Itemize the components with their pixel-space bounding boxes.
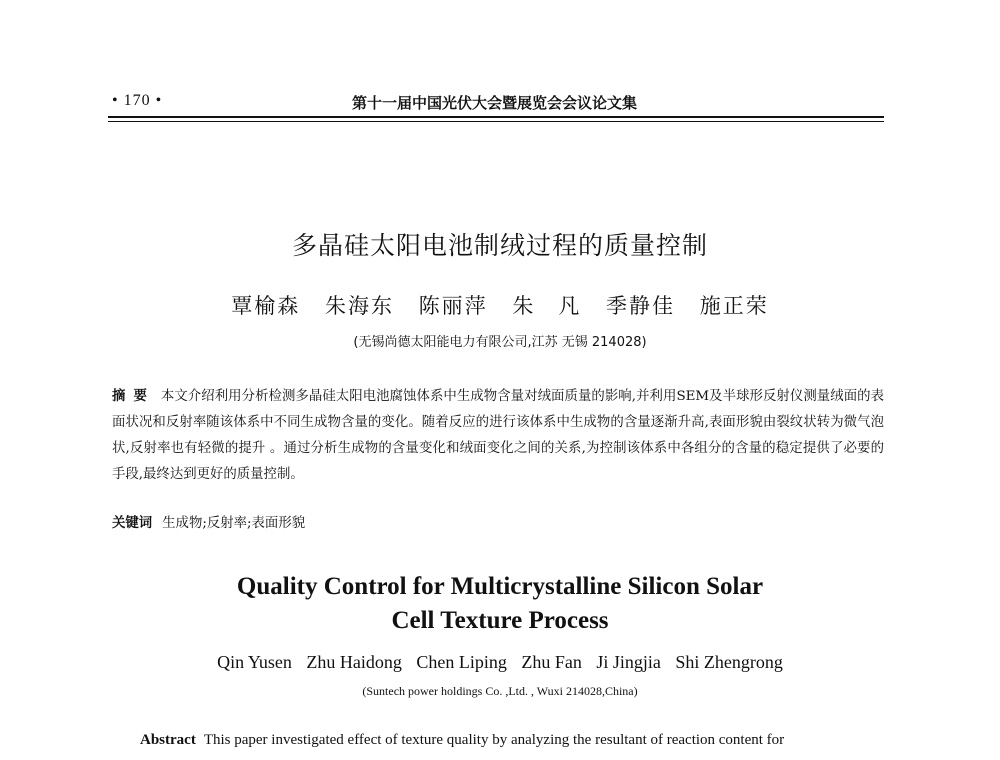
header-rule-thin	[108, 121, 884, 122]
english-author: Chen Liping	[416, 652, 507, 672]
chinese-author: 覃榆森	[231, 294, 301, 318]
chinese-abstract-text: 本文介绍利用分析检测多晶硅太阳电池腐蚀体系中生成物含量对绒面质量的影响,并利用SEM及半球形反射仪测量绒面的表面状况和反射率随该体系中不同生成物含量的变化。随着反应的进行该体系中生成物的含量逐渐升高,表面形貌由裂纹状转为微气泡状,反射率也有轻微的提升 。通过分析生成物的含量变化和绒面变化之间的关系,为控制该体系中各组分的含量的稳定提供了必要的手段,最终达到更好的质量控制。	[112, 389, 884, 482]
chinese-keywords-label: 关键词	[112, 516, 153, 531]
running-header	[112, 92, 888, 112]
chinese-abstract-label: 摘要	[112, 389, 155, 404]
english-abstract-text: This paper investigated effect of texture quality by analyzing the resultant of reaction content for	[203, 732, 785, 748]
chinese-author: 陈丽萍	[418, 294, 488, 318]
chinese-keywords	[112, 512, 884, 531]
english-author: Shi Zhengrong	[675, 652, 783, 672]
english-abstract-label: Abstract	[140, 732, 196, 748]
header-rule-thick	[108, 116, 884, 118]
chinese-keywords-text: 生成物;反射率;表面形貌	[162, 516, 306, 531]
english-abstract	[140, 732, 890, 749]
chinese-author: 朱海东	[324, 294, 394, 318]
english-authors	[0, 652, 1000, 673]
english-author: Qin Yusen	[217, 652, 292, 672]
chinese-author: 施正荣	[699, 294, 769, 318]
english-author: Zhu Haidong	[306, 652, 402, 672]
english-author: Zhu Fan	[521, 652, 582, 672]
chinese-affiliation: (无锡尚德太阳能电力有限公司,江苏 无锡 214028)	[353, 335, 647, 350]
english-title-line-1: Quality Control for Multicrystalline Silicon Solar	[236, 573, 764, 600]
chinese-author: 朱 凡	[512, 294, 582, 318]
chinese-title: 多晶硅太阳电池制绒过程的质量控制	[291, 231, 708, 260]
journal-title: 第十一届中国光伏大会暨展览会会议论文集	[352, 94, 638, 112]
chinese-authors	[0, 290, 1000, 320]
page-number: • 170 •	[112, 92, 163, 109]
chinese-author: 季静佳	[606, 294, 676, 318]
english-author: Ji Jingjia	[596, 652, 661, 672]
english-title-line-2: Cell Texture Process	[391, 607, 609, 634]
chinese-abstract	[112, 384, 884, 488]
english-title	[0, 570, 1000, 638]
english-affiliation: (Suntech power holdings Co. ,Ltd. , Wuxi 214028,China)	[362, 684, 638, 698]
